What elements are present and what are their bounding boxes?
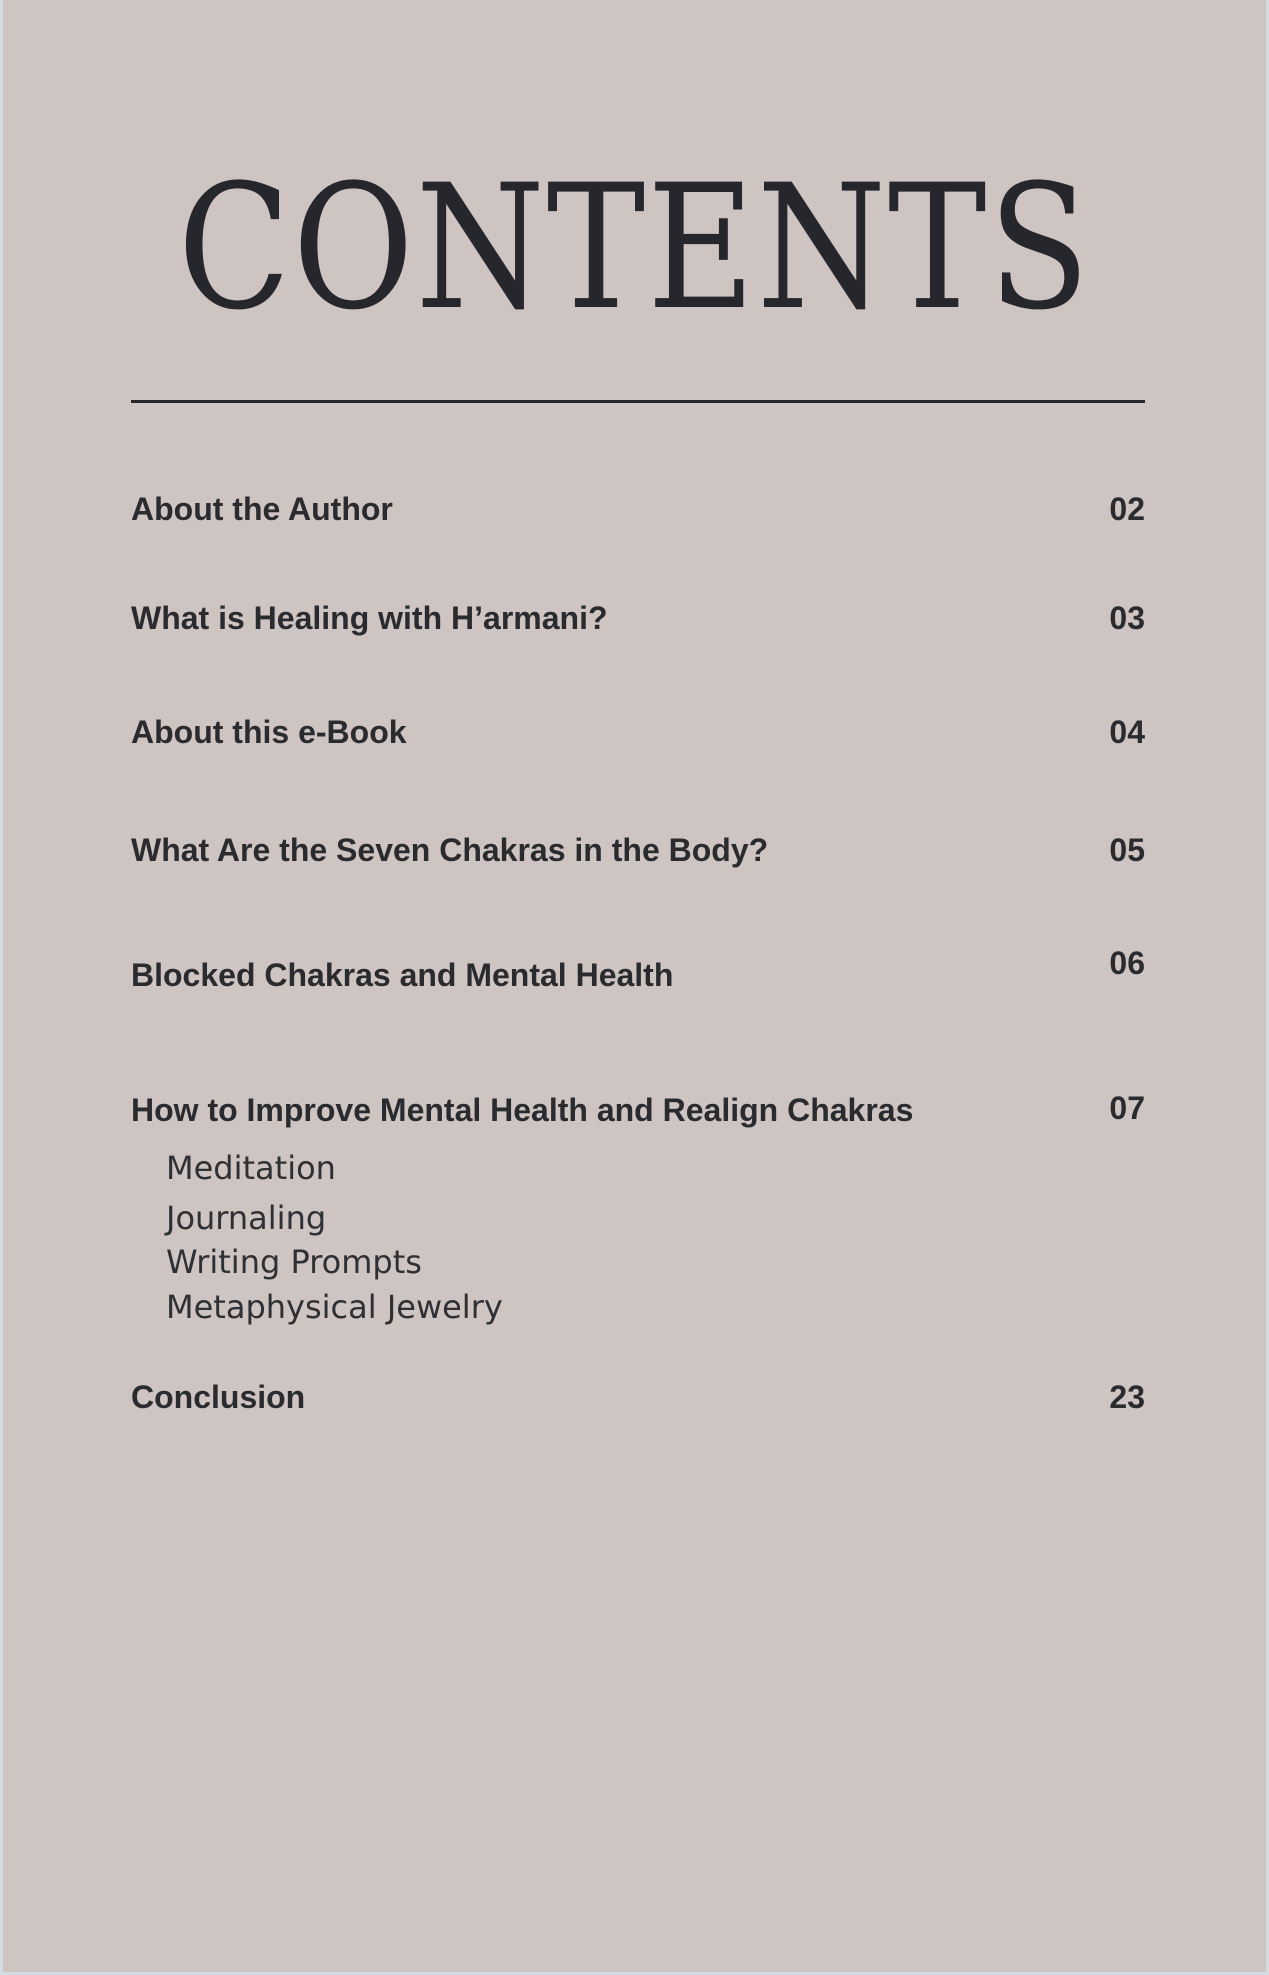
toc-subitem-journaling[interactable]: Journaling <box>166 1199 327 1237</box>
toc-entry-about-ebook[interactable] <box>131 710 1145 754</box>
toc-entry-about-author[interactable] <box>131 487 1145 531</box>
title-divider <box>131 400 1145 403</box>
toc-entry-seven-chakras[interactable] <box>131 828 1145 872</box>
toc-entry-healing-with-harmani[interactable] <box>131 596 1145 640</box>
toc-entry-conclusion[interactable] <box>131 1375 1145 1419</box>
toc-entry-title: What is Healing with H’armani? <box>131 600 608 636</box>
toc-entry-page: 23 <box>1109 1379 1145 1415</box>
toc-entry-page: 05 <box>1109 832 1145 868</box>
toc-entry-page: 03 <box>1109 600 1145 636</box>
toc-entry-title: About this e-Book <box>131 714 407 750</box>
toc-entry-title: Conclusion <box>131 1379 306 1415</box>
page-title: CONTENTS <box>177 147 1092 348</box>
toc-entry-title: Blocked Chakras and Mental Health <box>131 957 674 993</box>
toc-entry-title: What Are the Seven Chakras in the Body? <box>131 832 769 868</box>
toc-subitem-meditation[interactable]: Meditation <box>166 1149 336 1187</box>
toc-subitem-writing-prompts[interactable]: Writing Prompts <box>166 1243 422 1281</box>
toc-entry-title: How to Improve Mental Health and Realign Chakras <box>131 1092 914 1128</box>
contents-page <box>3 0 1266 1972</box>
toc-entry-improve-mental-health[interactable] <box>131 1088 1145 1132</box>
toc-subitem-metaphysical-jewelry[interactable]: Metaphysical Jewelry <box>166 1288 503 1326</box>
toc-entry-page: 06 <box>1109 945 1145 981</box>
toc-entry-title: About the Author <box>131 491 393 527</box>
toc-entry-blocked-chakras[interactable] <box>131 945 1145 997</box>
toc-entry-page: 04 <box>1109 714 1145 750</box>
toc-entry-page: 07 <box>1109 1090 1145 1126</box>
toc-entry-page: 02 <box>1109 491 1145 527</box>
